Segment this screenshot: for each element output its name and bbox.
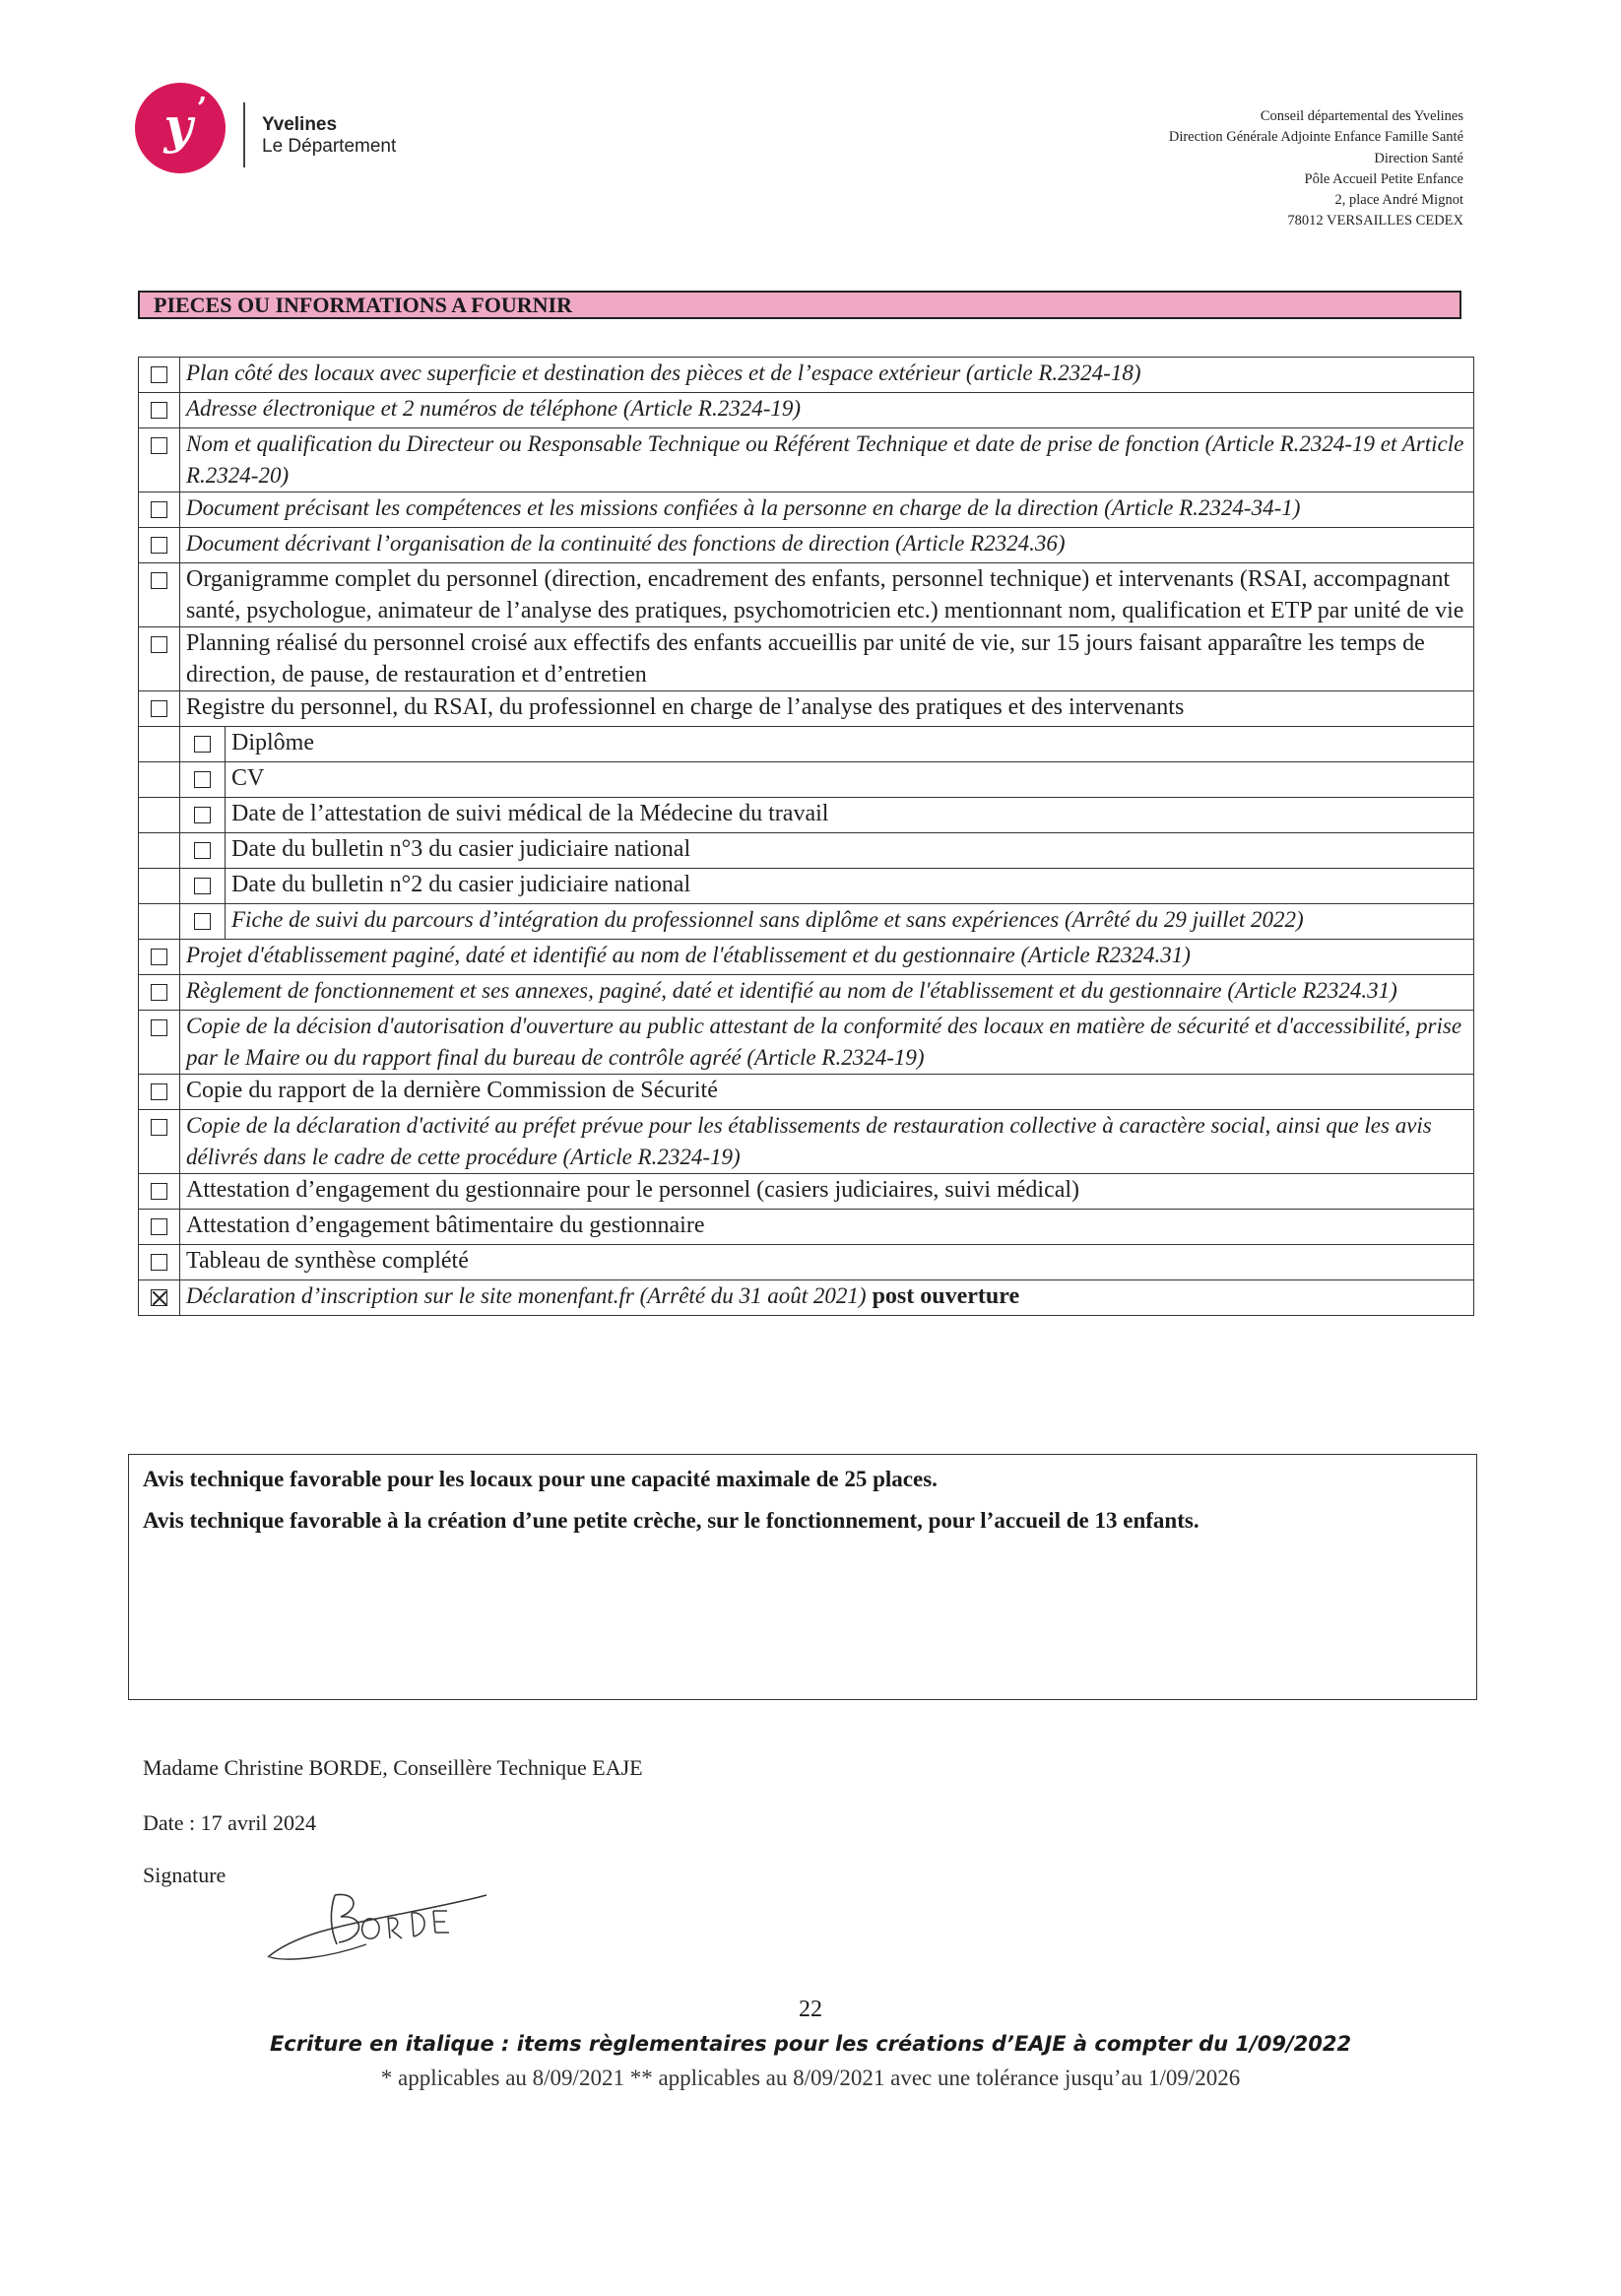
checkbox[interactable] <box>151 700 167 717</box>
item-text-cell <box>180 975 1474 1011</box>
checkbox[interactable] <box>151 1019 167 1036</box>
address-line: 2, place André Mignot <box>1334 192 1463 209</box>
item-label: Projet d'établissement paginé, daté et identifié au nom de l'établissement et du gestionnaire (Article R2324.31) <box>186 943 1191 967</box>
opinion-line: Avis technique favorable pour les locaux pour une capacité maximale de 25 places. <box>143 1467 938 1491</box>
item-label: Adresse électronique et 2 numéros de téléphone (Article R.2324-19) <box>186 396 802 421</box>
item-text-cell <box>226 798 1474 833</box>
empty-indent-cell <box>139 798 180 833</box>
checkbox[interactable] <box>151 1083 167 1100</box>
logo-brand-line2: Le Département <box>262 136 397 157</box>
item-label: Règlement de fonctionnement et ses annexes, paginé, daté et identifié au nom de l'établissement et du gestionnaire (Article R2324.31) <box>186 978 1397 1003</box>
item-text-cell <box>226 904 1474 940</box>
svg-text:y: y <box>163 97 193 155</box>
section-title: PIECES OU INFORMATIONS A FOURNIR <box>138 291 1461 319</box>
logo-brand-line1: Yvelines <box>262 114 338 135</box>
item-label: Copie de la déclaration d'activité au préfet prévue pour les établissements de restauration collective à caractère social, ainsi que les avis délivrés dans le cadre de cette procédure (Article R.2324-19) <box>186 1113 1432 1169</box>
checkbox-cell <box>139 492 180 528</box>
checked-checkbox[interactable] <box>151 1289 167 1306</box>
checkbox[interactable] <box>151 501 167 518</box>
checkbox-cell <box>139 691 180 727</box>
item-label: Nom et qualification du Directeur ou Responsable Technique ou Référent Technique et date de prise de fonction (Article R.2324-19 et Article R.2324-20) <box>186 431 1464 488</box>
empty-indent-cell <box>139 727 180 762</box>
signatory-name: Madame Christine BORDE, Conseillère Technique EAJE <box>143 1755 643 1780</box>
sender-address <box>1169 106 1463 232</box>
item-text-cell <box>180 492 1474 528</box>
empty-indent-cell <box>139 833 180 869</box>
empty-indent-cell <box>139 904 180 940</box>
logo-wordmark <box>262 114 396 158</box>
address-line: 78012 VERSAILLES CEDEX <box>1287 213 1463 230</box>
checkbox[interactable] <box>151 949 167 965</box>
checkbox-cell <box>139 1011 180 1075</box>
checkbox[interactable] <box>194 913 211 930</box>
checkbox-cell <box>139 975 180 1011</box>
page-number: 22 <box>799 1997 822 2022</box>
item-text-cell <box>226 762 1474 798</box>
checkbox-cell <box>180 727 226 762</box>
item-label: Attestation d’engagement bâtimentaire du gestionnaire <box>186 1213 705 1238</box>
checkbox-cell <box>139 940 180 975</box>
checkbox[interactable] <box>151 402 167 419</box>
signature-date: Date : 17 avril 2024 <box>143 1810 316 1835</box>
footer-italic-note: Ecriture en italique : items règlementaires pour les créations d’EAJE à compter du 1/09/2022 <box>269 2032 1352 2056</box>
checkbox-cell <box>180 762 226 798</box>
item-text-cell <box>180 940 1474 975</box>
item-label: Date du bulletin n°2 du casier judiciaire national <box>231 872 691 897</box>
checkbox-cell <box>139 1174 180 1210</box>
checkbox-cell <box>180 798 226 833</box>
checklist-subitem-row <box>139 727 1474 762</box>
checkbox-cell <box>139 627 180 691</box>
checklist-row <box>139 1245 1474 1280</box>
checkbox[interactable] <box>151 537 167 554</box>
item-label: Plan côté des locaux avec superficie et destination des pièces et de l’espace extérieur (article R.2324-18) <box>186 361 1141 385</box>
checkbox-cell <box>139 428 180 492</box>
checklist-subitem-row <box>139 869 1474 904</box>
checklist-row <box>139 1110 1474 1174</box>
checkbox[interactable] <box>151 366 167 383</box>
signature-label: Signature <box>143 1863 227 1887</box>
checkbox-cell <box>139 1110 180 1174</box>
checklist-subitem-row <box>139 798 1474 833</box>
item-text-cell <box>180 1110 1474 1174</box>
checkbox[interactable] <box>151 437 167 454</box>
item-text-cell <box>180 1210 1474 1245</box>
item-text-cell <box>180 393 1474 428</box>
empty-indent-cell <box>139 762 180 798</box>
item-label: Date du bulletin n°3 du casier judiciaire national <box>231 836 691 862</box>
checklist-row <box>139 358 1474 393</box>
checkbox-cell <box>139 393 180 428</box>
address-line: Conseil départemental des Yvelines <box>1260 108 1463 124</box>
item-text-cell <box>226 833 1474 869</box>
checklist-row <box>139 393 1474 428</box>
checklist-row <box>139 528 1474 563</box>
checkbox-cell <box>139 1075 180 1110</box>
checkbox-cell <box>139 528 180 563</box>
checklist-row <box>139 691 1474 727</box>
checkbox-cell <box>139 1245 180 1280</box>
checkbox[interactable] <box>151 636 167 653</box>
item-label: Organigramme complet du personnel (direction, encadrement des enfants, personnel technique) et intervenants (RSAI, accompagnant santé, psychologue, animateur de l’analyse des pratiques, psychomotricien etc.) mentionnant nom, qualification et ETP par unité de vie <box>186 566 1464 623</box>
checklist-row <box>139 1280 1474 1316</box>
checklist-row <box>139 940 1474 975</box>
item-label: Planning réalisé du personnel croisé aux effectifs des enfants accueillis par unité de vie, sur 15 jours faisant apparaître les temps de direction, de pause, de restauration et d’entretien <box>186 630 1425 688</box>
address-line: Pôle Accueil Petite Enfance <box>1304 170 1463 187</box>
footer-asterisk-note: * applicables au 8/09/2021 ** applicables au 8/09/2021 avec une tolérance jusqu’au 1/09/2026 <box>380 2066 1241 2090</box>
item-label: CV <box>231 765 265 791</box>
yvelines-logo <box>133 81 227 175</box>
checkbox-cell <box>180 904 226 940</box>
item-label: Attestation d’engagement du gestionnaire pour le personnel (casiers judiciaires, suivi médical) <box>186 1177 1080 1203</box>
item-text-cell <box>180 1245 1474 1280</box>
address-line: Direction Santé <box>1374 150 1463 166</box>
item-text-cell <box>180 1011 1474 1075</box>
handwritten-signature <box>258 1873 494 1972</box>
checkbox-cell <box>180 833 226 869</box>
item-label: Document précisant les compétences et les missions confiées à la personne en charge de la direction (Article R.2324-34-1) <box>186 495 1301 520</box>
checkbox[interactable] <box>151 1119 167 1136</box>
signature-text: BORDE <box>258 1873 262 1874</box>
checklist-row <box>139 1210 1474 1245</box>
checkbox-cell <box>180 869 226 904</box>
item-label: Fiche de suivi du parcours d’intégration du professionnel sans diplôme et sans expériences (Arrêté du 29 juillet 2022) <box>231 907 1304 932</box>
item-label: Copie de la décision d'autorisation d'ouverture au public attestant de la conformité des locaux en matière de sécurité et d'accessibilité, prise par le Maire ou du rapport final du bureau de contrôle agréé (Article R.2324-19) <box>186 1014 1462 1070</box>
item-text-cell <box>180 563 1474 627</box>
empty-indent-cell <box>139 869 180 904</box>
item-text-cell <box>180 1280 1474 1316</box>
svg-text:’: ’ <box>196 92 208 126</box>
checkbox-cell <box>139 358 180 393</box>
item-label: Date de l’attestation de suivi médical de la Médecine du travail <box>231 801 829 826</box>
checkbox[interactable] <box>151 984 167 1001</box>
checkbox[interactable] <box>151 1254 167 1271</box>
checklist-subitem-row <box>139 833 1474 869</box>
item-text-cell <box>226 869 1474 904</box>
technical-opinion-box <box>128 1454 1477 1700</box>
item-text-cell <box>180 1174 1474 1210</box>
checkbox-cell <box>139 1280 180 1316</box>
item-label: Diplôme <box>231 730 314 755</box>
opinion-line: Avis technique favorable à la création d’une petite crèche, sur le fonctionnement, pour l’accueil de 13 enfants. <box>143 1508 1200 1533</box>
item-text-cell <box>180 691 1474 727</box>
checkbox[interactable] <box>151 1218 167 1235</box>
item-label: Copie du rapport de la dernière Commission de Sécurité <box>186 1078 718 1103</box>
item-label: Déclaration d’inscription sur le site monenfant.fr (Arrêté du 31 août 2021) <box>186 1283 867 1308</box>
checklist-row <box>139 492 1474 528</box>
checklist-row <box>139 563 1474 627</box>
checkbox-cell <box>139 1210 180 1245</box>
item-text-cell <box>180 428 1474 492</box>
checklist-row <box>139 975 1474 1011</box>
checklist-row <box>139 1075 1474 1110</box>
logo-divider <box>243 102 245 167</box>
checkbox[interactable] <box>151 1183 167 1200</box>
checklist-subitem-row <box>139 762 1474 798</box>
documents-checklist <box>138 357 1474 1316</box>
item-text-cell <box>180 528 1474 563</box>
checklist-row <box>139 428 1474 492</box>
item-suffix: post ouverture <box>866 1283 1020 1309</box>
item-text-cell <box>180 358 1474 393</box>
item-text-cell <box>226 727 1474 762</box>
checklist-row <box>139 1174 1474 1210</box>
checkbox-cell <box>139 563 180 627</box>
checkbox[interactable] <box>194 807 211 823</box>
address-line: Direction Générale Adjointe Enfance Famille Santé <box>1168 129 1463 146</box>
checkbox[interactable] <box>194 878 211 894</box>
item-label: Document décrivant l’organisation de la continuité des fonctions de direction (Article R2324.36) <box>186 531 1066 556</box>
checkbox[interactable] <box>151 572 167 589</box>
item-label: Registre du personnel, du RSAI, du professionnel en charge de l’analyse des pratiques et des intervenants <box>186 694 1185 720</box>
item-text-cell <box>180 627 1474 691</box>
item-text-cell <box>180 1075 1474 1110</box>
checklist-row <box>139 1011 1474 1075</box>
item-label: Tableau de synthèse complété <box>186 1248 469 1274</box>
checkbox[interactable] <box>194 771 211 788</box>
checklist-row <box>139 627 1474 691</box>
checklist-subitem-row <box>139 904 1474 940</box>
checkbox[interactable] <box>194 736 211 753</box>
checkbox[interactable] <box>194 842 211 859</box>
